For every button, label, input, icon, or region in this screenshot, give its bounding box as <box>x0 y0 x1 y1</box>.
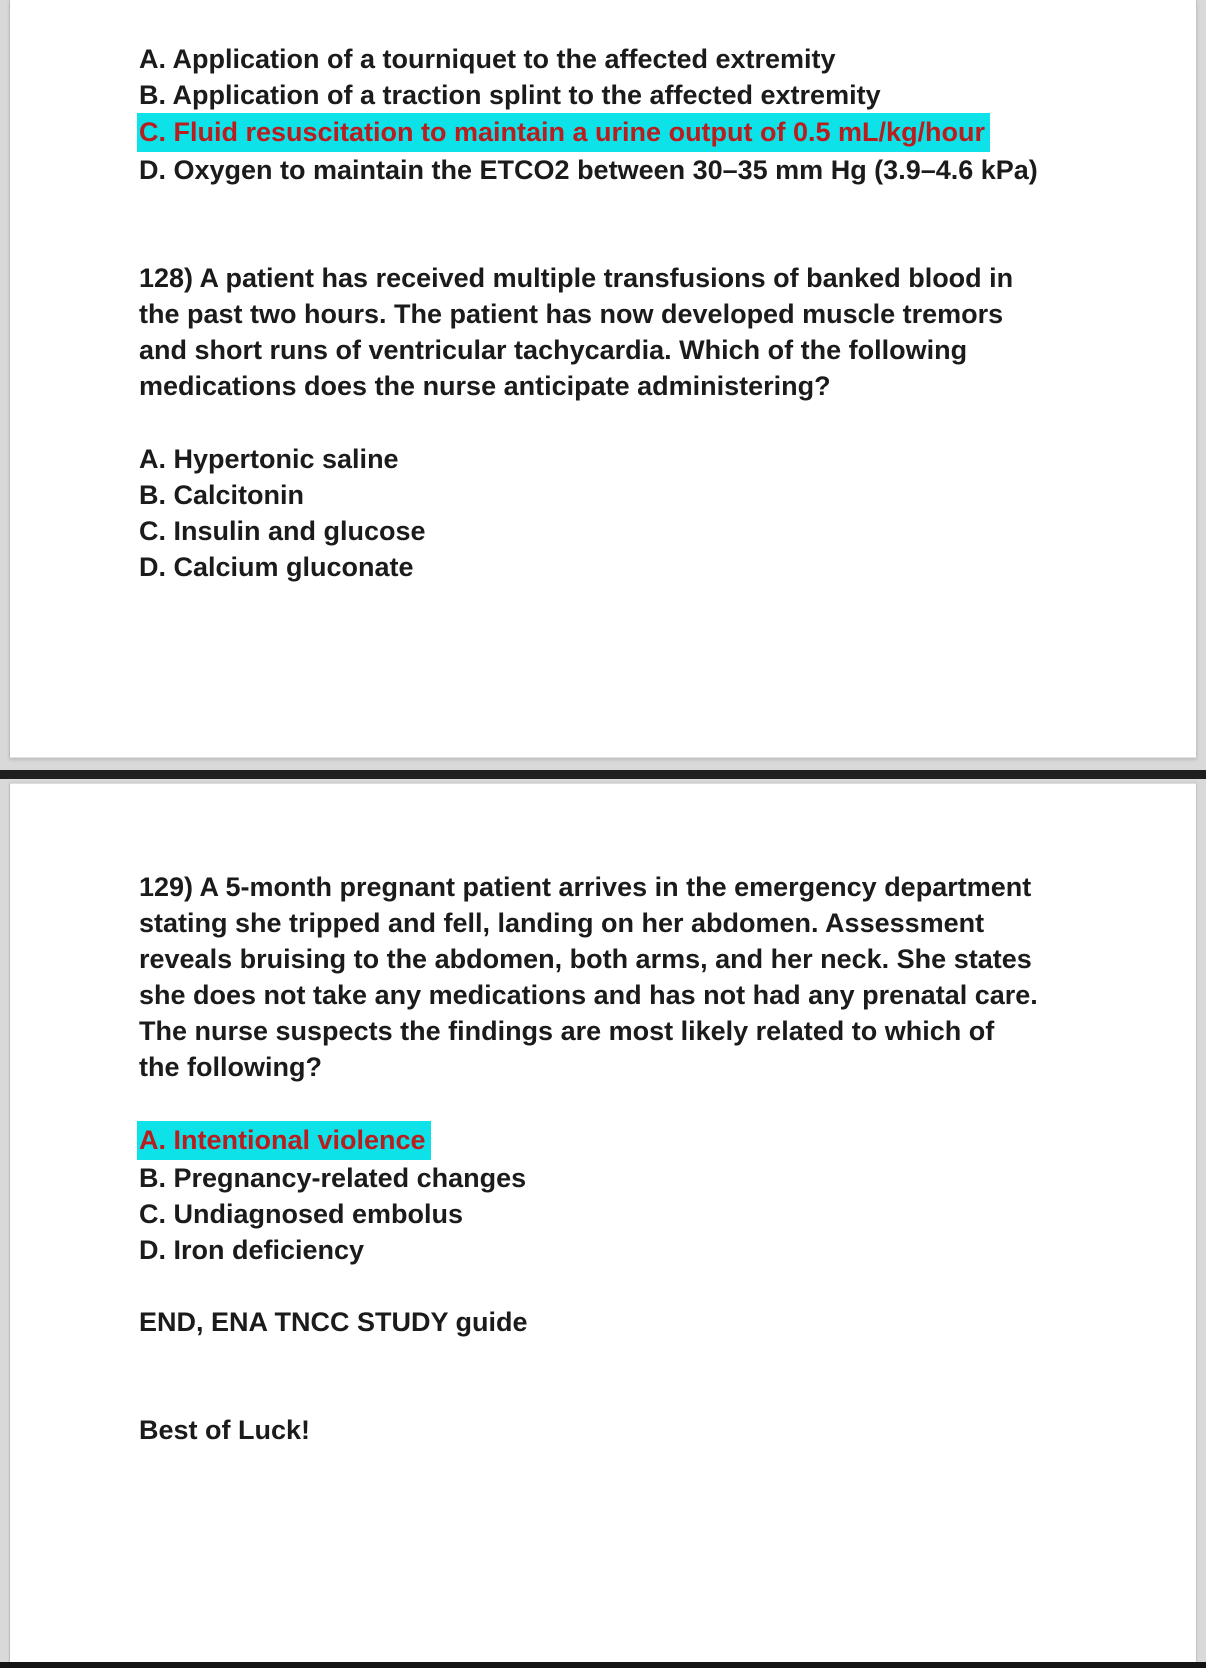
question-128-line-4: medications does the nurse anticipate administering? <box>139 371 831 401</box>
option-127-c-correct-answer <box>139 113 1156 152</box>
bottom-page-break-edge <box>0 1662 1206 1668</box>
question-129-line-6: the following? <box>139 1052 322 1082</box>
option-129-b: B. Pregnancy-related changes <box>139 1163 527 1193</box>
question-128-text <box>139 260 1156 404</box>
question-129-line-4: she does not take any medications and has not had any prenatal care. <box>139 980 1038 1010</box>
question-129-line-3: reveals bruising to the abdomen, both arms, and her neck. She states <box>139 944 1032 974</box>
option-129-c: C. Undiagnosed embolus <box>139 1199 464 1229</box>
question-129-line-1: 129) A 5-month pregnant patient arrives in the emergency department <box>139 872 1032 902</box>
end-of-guide-line: END, ENA TNCC STUDY guide <box>139 1307 528 1337</box>
option-128-d: D. Calcium gluconate <box>139 552 414 582</box>
option-127-d: D. Oxygen to maintain the ETCO2 between 30–35 mm Hg (3.9–4.6 kPa) <box>139 155 1038 185</box>
option-129-d: D. Iron deficiency <box>139 1235 365 1265</box>
option-128-b: B. Calcitonin <box>139 480 305 510</box>
option-128-c: C. Insulin and glucose <box>139 516 426 546</box>
question-129-options <box>139 1121 1156 1268</box>
question-128-line-1: 128) A patient has received multiple transfusions of banked blood in <box>139 263 1014 293</box>
option-127-b: B. Application of a traction splint to the affected extremity <box>139 80 881 110</box>
question-129-line-2: stating she tripped and fell, landing on her abdomen. Assessment <box>139 908 985 938</box>
question-128-line-2: the past two hours. The patient has now developed muscle tremors <box>139 299 1004 329</box>
option-129-a-correct-answer <box>139 1121 1156 1160</box>
document-page-1 <box>9 0 1197 758</box>
document-page-2 <box>9 783 1197 1662</box>
option-127-a: A. Application of a tourniquet to the affected extremity <box>139 44 836 74</box>
page-break-divider <box>0 770 1206 779</box>
question-129-line-5: The nurse suspects the findings are most likely related to which of <box>139 1016 995 1046</box>
question-128-options <box>139 441 1156 585</box>
question-128-line-3: and short runs of ventricular tachycardia. Which of the following <box>139 335 968 365</box>
highlighted-answer-text: C. Fluid resuscitation to maintain a urine output of 0.5 mL/kg/hour <box>137 113 990 152</box>
closing-message: Best of Luck! <box>139 1415 311 1445</box>
highlighted-answer-text: A. Intentional violence <box>137 1121 431 1160</box>
option-128-a: A. Hypertonic saline <box>139 444 399 474</box>
question-127-options <box>139 0 1156 188</box>
question-129-text <box>139 784 1156 1085</box>
